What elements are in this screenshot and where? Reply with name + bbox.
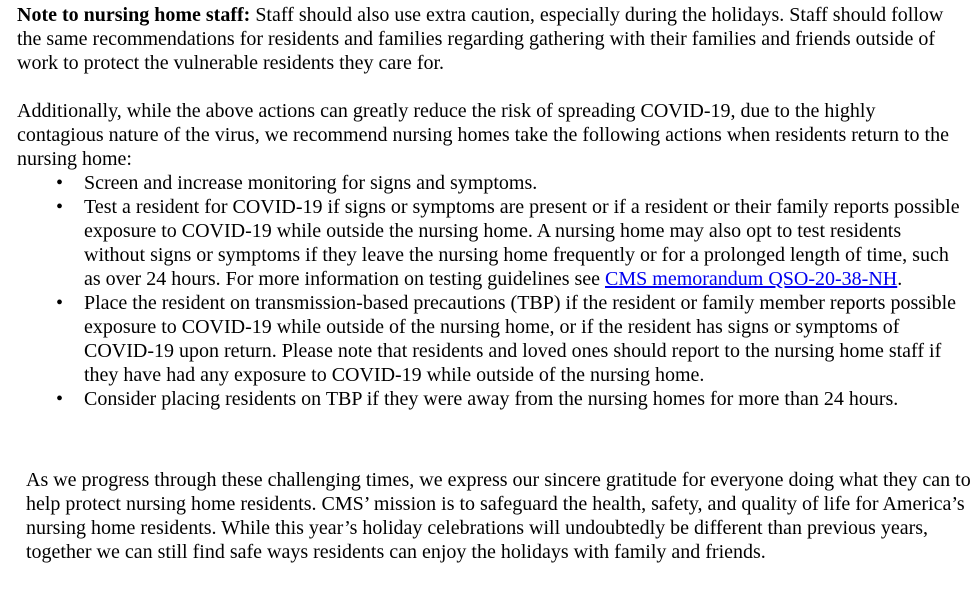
bullet-icon: • xyxy=(56,172,64,194)
staff-note-paragraph xyxy=(17,3,962,75)
cms-memorandum-link[interactable]: CMS memorandum QSO-20-38-NH xyxy=(605,268,898,290)
bullet-icon: • xyxy=(56,388,64,410)
additional-actions-paragraph: Additionally, while the above actions can greatly reduce the risk of spreading COVID-19, due to the highly contagious nature of the virus, we recommend nursing homes take the following actions when residents return to the nursing home: xyxy=(17,100,949,170)
list-item xyxy=(0,387,960,411)
list-item xyxy=(0,291,960,387)
bullet-text-testing: Test a resident for COVID-19 if signs or symptoms are present or if a resident or their family reports possible exposure to COVID-19 while outside the nursing home. A nursing home may also opt to test residents without signs or symptoms if they leave the nursing home frequently or for a prolonged length of time, such as over 24 hours. For more information on testing guidelines see xyxy=(84,196,960,290)
staff-note-text: Staff should also use extra caution, especially during the holidays. Staff should follow the same recommendations for residents and families regarding gathering with their families and friends outside of work to protect the vulnerable residents they care for. xyxy=(17,4,944,74)
bullet-icon: • xyxy=(56,292,64,314)
bullet-text-tbp: Place the resident on transmission-based precautions (TBP) if the resident or family member reports possible exposure to COVID-19 while outside of the nursing home, or if the resident has signs or symptoms of COVID-19 upon return. Please note that residents and loved ones should report to the nursing home staff if they have had any exposure to COVID-19 while outside of the nursing home. xyxy=(84,292,957,386)
bullet-text-consider-tbp: Consider placing residents on TBP if they were away from the nursing homes for more than 24 hours. xyxy=(84,388,899,410)
bullet-text-screening: Screen and increase monitoring for signs and symptoms. xyxy=(84,172,538,194)
list-item xyxy=(0,171,960,195)
bullet-text-testing-end: . xyxy=(897,268,903,290)
list-item xyxy=(0,195,960,291)
closing-paragraph: As we progress through these challenging times, we express our sincere gratitude for everyone doing what they can to help protect nursing home residents. CMS’ mission is to safeguard the health, safety, and quality of life for America’s nursing home residents. While this year’s holiday celebrations will undoubtedly be different than previous years, together we can still find safe ways residents can enjoy the holidays with family and friends. xyxy=(26,469,971,563)
action-bullet-list xyxy=(0,171,960,411)
bullet-icon: • xyxy=(56,196,64,218)
staff-note-label: Note to nursing home staff: xyxy=(17,4,251,26)
